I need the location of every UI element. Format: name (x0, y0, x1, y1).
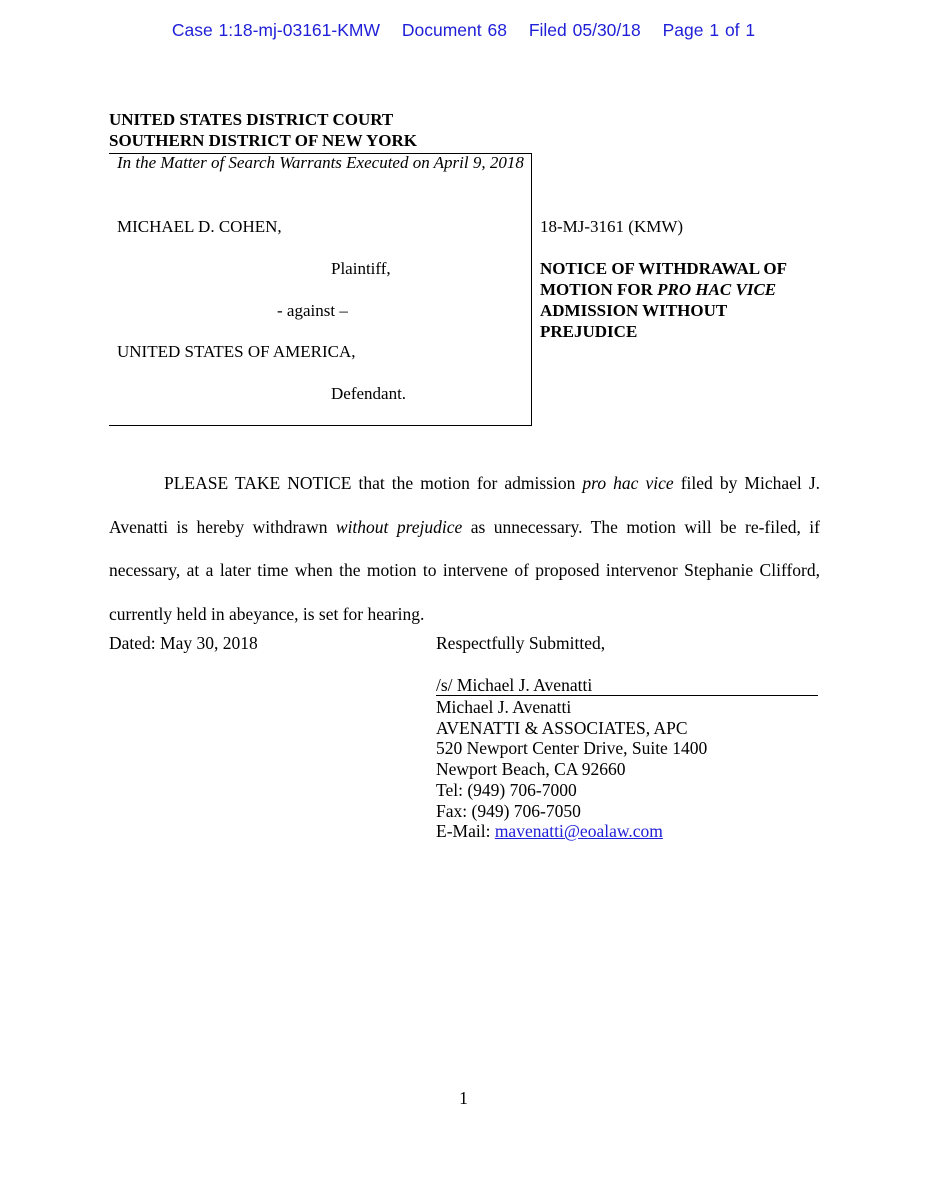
filed-date-header: Filed 05/30/18 (528, 20, 641, 40)
address-line-2: Newport Beach, CA 92660 (436, 759, 626, 780)
court-line-2: SOUTHERN DISTRICT OF NEW YORK (109, 131, 417, 150)
page-number: 1 (459, 1088, 468, 1108)
fax: Fax: (949) 706-7050 (436, 800, 581, 821)
telephone: Tel: (949) 706-7000 (436, 779, 577, 800)
court-name (109, 109, 417, 151)
ecf-filing-header (0, 20, 927, 41)
matter-title: In the Matter of Search Warrants Executed on April 9, 2018 (117, 153, 524, 172)
notice-body (109, 462, 820, 636)
defendant-name: UNITED STATES OF AMERICA, (117, 342, 356, 361)
dated-line: Dated: May 30, 2018 (109, 633, 258, 653)
versus-label: - against – (277, 301, 348, 320)
body-text-3: as unnecessary. The motion will be re-filed, if necessary, at a later time when the motion to intervene of proposed intervenor Stephanie Clifford, currently held in abeyance, is set for hearing. (109, 516, 821, 624)
plaintiff-name: MICHAEL D. COHEN, (117, 217, 282, 236)
body-italic-1: pro hac vice (582, 473, 674, 493)
body-text-2: filed by Michael J. Avenatti is hereby withdrawn (109, 473, 821, 537)
email-label: E-Mail: (436, 821, 495, 842)
signer-name: Michael J. Avenatti (436, 697, 572, 717)
defendant-role: Defendant. (331, 384, 407, 403)
notice-title-italic: PRO HAC VICE (657, 280, 777, 299)
docket-number: 18-MJ-3161 (KMW) (540, 217, 684, 236)
page-count-header: Page 1 of 1 (662, 20, 756, 40)
notice-title (540, 258, 825, 342)
signature-block (436, 697, 707, 842)
case-number-header: Case 1:18-mj-03161-KMW (171, 20, 380, 40)
closing-line: Respectfully Submitted, (436, 633, 606, 653)
firm-name: AVENATTI & ASSOCIATES, APC (436, 717, 688, 738)
document-number-header: Document 68 (401, 20, 507, 40)
caption-box (109, 153, 532, 426)
notice-title-part2: ADMISSION WITHOUT PREJUDICE (540, 301, 727, 341)
email-link[interactable]: mavenatti@eoalaw.com (494, 821, 663, 842)
signature-line: /s/ Michael J. Avenatti (436, 675, 818, 696)
address-line-1: 520 Newport Center Drive, Suite 1400 (436, 738, 708, 759)
court-line-1: UNITED STATES DISTRICT COURT (109, 110, 394, 129)
notice-title-part1: NOTICE OF WITHDRAWAL OF MOTION FOR (540, 259, 787, 299)
email-line (436, 821, 707, 842)
notice-paragraph (109, 462, 820, 636)
body-text-1: PLEASE TAKE NOTICE that the motion for admission (164, 473, 583, 493)
plaintiff-role: Plaintiff, (331, 259, 391, 278)
body-italic-2: without prejudice (335, 516, 463, 537)
